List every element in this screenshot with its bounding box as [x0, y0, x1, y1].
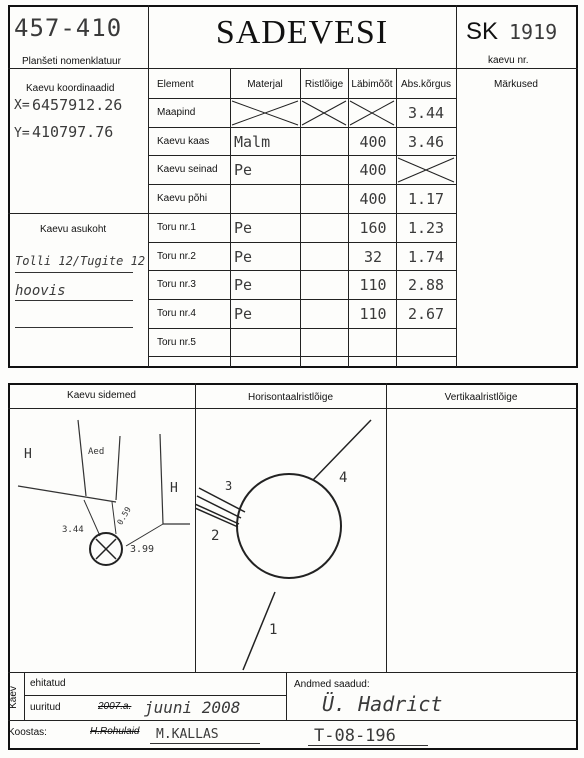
row-diameter: 400 — [359, 132, 387, 151]
row-material: Pe — [234, 247, 253, 266]
row-material: Pe — [234, 218, 253, 237]
compiler-underline — [150, 743, 260, 744]
pipe-1-label: 1 — [269, 622, 278, 638]
connections-sketch — [8, 408, 195, 672]
pipe-2-label: 2 — [211, 528, 220, 544]
footer-kaev-divider — [24, 672, 25, 720]
surveyed-handwritten: juuni 2008 — [144, 698, 241, 717]
sketch-dim1-label: 3.44 — [62, 525, 84, 535]
col-header-elevation: Abs.kõrgus — [400, 78, 452, 90]
sketch-dim2-label: 0.59 — [115, 505, 133, 527]
row-diameter: 400 — [359, 189, 387, 208]
row-diameter: 110 — [359, 304, 387, 323]
sketch-h2-label: H — [170, 481, 178, 496]
data-source-signature: Ü. Hadrict — [322, 692, 443, 716]
footer-bottom-border — [8, 748, 578, 750]
row-material: Pe — [234, 275, 253, 294]
section-connections: Kaevu sidemed — [67, 390, 136, 401]
sk-number-handwritten: 1919 — [509, 20, 558, 44]
row-material: Malm — [234, 132, 271, 151]
data-source-label: Andmed saadud: — [294, 679, 370, 690]
row-elevation: 2.67 — [407, 304, 445, 323]
row-element-name: Kaevu kaas — [157, 136, 210, 147]
location-line-1: Tolli 12/Tugite 12 — [15, 254, 146, 268]
row-elevation: 3.44 — [407, 103, 445, 122]
sketch-divider-2 — [386, 383, 387, 673]
kaev-label: Kaev — [7, 686, 19, 709]
sketch-aed-label: Aed — [88, 447, 105, 457]
row-element-name: Toru nr.3 — [157, 279, 196, 290]
footer-row-line — [24, 695, 286, 696]
top-border — [8, 5, 578, 7]
row-elevation — [396, 328, 456, 357]
footer-top-line — [8, 672, 578, 673]
sketch-dim-line-3 — [126, 524, 163, 546]
col-header-diameter: Läbimõõt — [351, 78, 393, 90]
surveyed-struck-year: 2007.a. — [98, 701, 132, 712]
sketch-dim3-label: 3.99 — [130, 544, 155, 555]
header-bottom — [8, 68, 578, 69]
coord-y-prefix: Y= — [14, 126, 30, 141]
row-element-name: Toru nr.1 — [157, 222, 196, 233]
sketch-right-border — [576, 383, 578, 750]
row-element-name: Maapind — [157, 107, 196, 118]
surveyed-label: uuritud — [30, 702, 61, 713]
footer-mid-divider — [286, 672, 287, 720]
section-vertical: Vertikaalristlõige — [444, 392, 518, 403]
row-diameter — [350, 328, 396, 357]
col-header-notes: Märkused — [494, 78, 538, 90]
row-elevation: 1.74 — [407, 247, 445, 266]
header-divider-2 — [456, 5, 457, 367]
nomenclature-label: Planšeti nomenklatuur — [22, 56, 121, 67]
page-title: SADEVESI — [215, 14, 389, 51]
job-number-handwritten: T-08-196 — [314, 726, 396, 746]
compiler-handwritten: M.KALLAS — [156, 727, 219, 742]
row-element-name: Toru nr.4 — [157, 308, 196, 319]
row-element-name: Toru nr.5 — [157, 337, 196, 348]
header-divider-1 — [148, 5, 149, 367]
row-diameter: 160 — [359, 218, 387, 237]
row-element-name: Kaevu põhi — [157, 193, 208, 204]
built-label: ehitatud — [30, 678, 66, 689]
sketch-h1-label: H — [24, 447, 32, 462]
row-elevation: 1.23 — [407, 218, 445, 237]
location-divider — [8, 213, 148, 214]
sketch-top-border — [8, 383, 578, 385]
sketch-dim-line-2 — [112, 502, 116, 534]
pipe-2-line-b — [195, 508, 238, 527]
row-material: Pe — [234, 304, 253, 323]
sketch-fence-left-line — [78, 420, 86, 496]
row-element-name: Kaevu seinad — [157, 164, 218, 175]
compiler-struck-name: H.Rohulaid — [90, 726, 140, 737]
sketch-building-b-left — [160, 434, 163, 524]
row-elevation: 2.88 — [407, 275, 445, 294]
row-diameter: 400 — [359, 160, 387, 179]
location-underline-1 — [15, 272, 133, 273]
sk-label: kaevu nr. — [488, 55, 529, 66]
pipe-3-label: 3 — [225, 479, 233, 493]
row-diameter: 110 — [359, 275, 387, 294]
coord-x-prefix: X= — [14, 98, 30, 113]
maapind-diameter-cross-icon — [348, 99, 396, 127]
coordinates-label: Kaevu koordinaadid — [26, 83, 115, 94]
row-material: Pe — [234, 160, 253, 179]
compiler-label: Koostas: — [8, 727, 47, 738]
coord-x-value: 6457912.26 — [32, 96, 123, 114]
pipe-4-label: 4 — [339, 470, 348, 486]
col-header-element: Element — [157, 78, 194, 90]
right-border-top — [576, 5, 578, 368]
horizontal-section-sketch — [195, 408, 386, 672]
sk-prefix: SK — [466, 18, 499, 45]
location-underline-3 — [15, 327, 133, 328]
col-header-material: Materjal — [247, 78, 283, 90]
location-label: Kaevu asukoht — [40, 224, 107, 235]
row-diameter: 32 — [363, 247, 383, 266]
top-block-bottom — [8, 366, 578, 368]
maapind-material-cross-icon — [230, 99, 348, 127]
sketch-building-top-line — [18, 486, 116, 502]
sketch-fence-right-line — [116, 436, 120, 500]
seinad-elevation-cross-icon — [396, 156, 456, 184]
footer-bottom-line — [8, 720, 578, 721]
col-header-cross: Ristlõige — [304, 78, 344, 90]
section-horizontal: Horisontaalristlõige — [247, 392, 334, 403]
nomenclature-handwritten: 457-410 — [14, 14, 123, 42]
row-elevation: 3.46 — [407, 132, 445, 151]
location-underline-2 — [15, 300, 133, 301]
left-border-top — [8, 5, 10, 368]
location-line-2: hoovis — [15, 283, 66, 299]
horizontal-manhole-circle — [237, 474, 341, 578]
row-elevation: 1.17 — [407, 189, 445, 208]
row-element-name: Toru nr.2 — [157, 251, 196, 262]
coord-y-value: 410797.76 — [32, 123, 114, 141]
sketch-dim-line-1 — [84, 500, 100, 536]
